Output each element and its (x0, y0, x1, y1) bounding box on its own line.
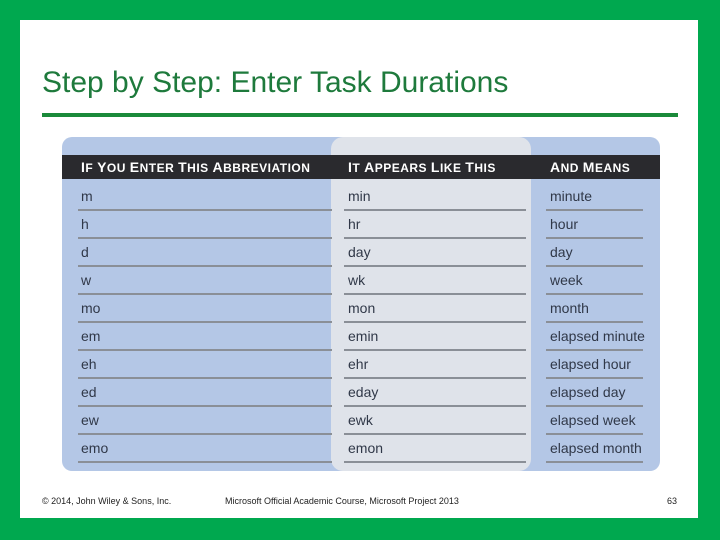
table-row (62, 267, 660, 295)
cell-abbreviation: h (81, 216, 89, 232)
cell-appears-like: eday (348, 384, 379, 400)
cell-abbreviation: ed (81, 384, 97, 400)
cell-abbreviation: mo (81, 300, 101, 316)
cell-means: hour (550, 216, 579, 232)
cell-abbreviation: emo (81, 440, 109, 456)
header-means: AND MEANS (550, 159, 631, 175)
table-row (62, 379, 660, 407)
cell-appears-like: ewk (348, 412, 373, 428)
row-divider (78, 461, 332, 463)
footer-page-number: 63 (667, 496, 678, 506)
cell-appears-like: ehr (348, 356, 369, 372)
title-underline (42, 113, 678, 117)
cell-means: elapsed day (550, 384, 626, 400)
footer-course: Microsoft Official Academic Course, Microsoft Project 2013 (225, 496, 459, 506)
table-row (62, 323, 660, 351)
cell-means: elapsed minute (550, 328, 645, 344)
slide (20, 20, 698, 518)
cell-abbreviation: eh (81, 356, 97, 372)
cell-means: elapsed month (550, 440, 642, 456)
table-row (62, 211, 660, 239)
row-divider (546, 461, 643, 463)
table-header-row (62, 155, 660, 179)
cell-means: day (550, 244, 573, 260)
footer-copyright: © 2014, John Wiley & Sons, Inc. (42, 496, 172, 506)
cell-appears-like: emon (348, 440, 384, 456)
cell-means: elapsed week (550, 412, 636, 428)
row-divider (344, 461, 526, 463)
cell-appears-like: hr (348, 216, 361, 232)
table-row (62, 435, 660, 463)
table-row (62, 295, 660, 323)
cell-abbreviation: ew (81, 412, 99, 428)
table-row (62, 239, 660, 267)
cell-means: month (550, 300, 589, 316)
cell-appears-like: day (348, 244, 371, 260)
cell-appears-like: mon (348, 300, 376, 316)
cell-abbreviation: em (81, 328, 101, 344)
duration-table (62, 137, 660, 471)
cell-appears-like: emin (348, 328, 379, 344)
slide-title: Step by Step: Enter Task Durations (42, 66, 509, 99)
cell-appears-like: wk (348, 272, 366, 288)
header-appears-like: IT APPEARS LIKE THIS (348, 159, 496, 175)
table-row (62, 407, 660, 435)
table-row (62, 351, 660, 379)
cell-means: elapsed hour (550, 356, 631, 372)
cell-means: week (550, 272, 583, 288)
cell-abbreviation: d (81, 244, 89, 260)
cell-appears-like: min (348, 188, 371, 204)
table-row (62, 183, 660, 211)
cell-abbreviation: m (81, 188, 93, 204)
cell-abbreviation: w (81, 272, 92, 288)
header-abbreviation: IF YOU ENTER THIS ABBREVIATION (81, 159, 311, 175)
cell-means: minute (550, 188, 593, 204)
